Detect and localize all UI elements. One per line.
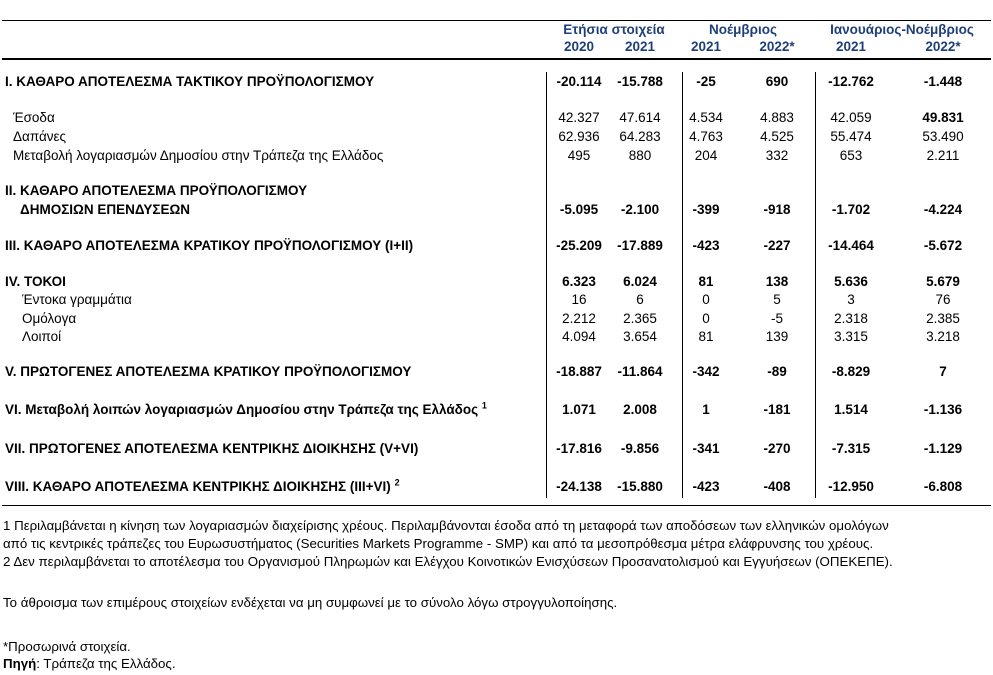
provisional-note: *Προσωρινά στοιχεία. [3, 639, 131, 654]
cell-value: -15.788 [617, 74, 663, 89]
source-text: : Τράπεζα της Ελλάδος. [36, 656, 176, 671]
row-label [5, 73, 374, 91]
cell-value: 55.474 [830, 129, 872, 144]
row-label-text: ΔΗΜΟΣΙΩΝ ΕΠΕΝΔΥΣΕΩΝ [20, 202, 191, 217]
cell-value: -6.808 [923, 479, 963, 494]
table-row [0, 201, 993, 219]
cell-value: -1.702 [831, 202, 871, 217]
table-row [0, 328, 993, 346]
cell-value: -2.100 [620, 202, 660, 217]
row-label-text: II. ΚΑΘΑΡΟ ΑΠΟΤΕΛΕΣΜΑ ΠΡΟΫΠΟΛΟΓΙΣΜΟΥ [5, 183, 308, 198]
row-label [13, 109, 55, 127]
cell-value: -342 [692, 364, 720, 379]
cell-value: -341 [692, 441, 720, 456]
footnote-1-line-2: από τις κεντρικές τράπεζες του Ευρωσυστήματος (Securities Markets Programme - SMP) και από τα μεσοπρόθεσμα μέτρα ελάφρυνσης του χρέους. [3, 536, 874, 551]
cell-value: 81 [698, 329, 714, 344]
cell-value: 2.365 [623, 311, 657, 326]
cell-value: 2.008 [623, 402, 657, 417]
cell-value: -24.138 [556, 479, 602, 494]
cell-value: 1.514 [834, 402, 868, 417]
cell-value: -11.864 [617, 364, 663, 379]
table-row [0, 73, 993, 91]
row-label [5, 182, 307, 200]
cell-value: -5.672 [923, 238, 963, 253]
row-label [22, 310, 76, 328]
cell-value: -918 [763, 202, 791, 217]
cell-value: -4.224 [923, 202, 963, 217]
table-row [0, 440, 993, 458]
cell-value: -25 [696, 74, 716, 89]
cell-value: 4.763 [689, 129, 723, 144]
cell-value: -227 [763, 238, 791, 253]
cell-value: -423 [692, 238, 720, 253]
row-label-text: VI. Μεταβολή λοιπών λογαριασμών Δημοσίου στην Τράπεζα της Ελλάδος [5, 402, 479, 417]
cell-value: 3.315 [834, 329, 868, 344]
cell-value: 47.614 [619, 110, 661, 125]
cell-value: 5 [773, 292, 781, 307]
cell-value: 42.327 [558, 110, 600, 125]
cell-value: 0 [702, 311, 710, 326]
row-label [5, 273, 66, 291]
cell-value: -5.095 [559, 202, 599, 217]
cell-value: -5 [770, 311, 783, 326]
cell-value: 64.283 [619, 129, 661, 144]
row-label-text: Έντοκα γραμμάτια [22, 292, 132, 307]
row-label-text: III. ΚΑΘΑΡΟ ΑΠΟΤΕΛΕΣΜΑ ΚΡΑΤΙΚΟΥ ΠΡΟΫΠΟΛΟΓΙΣΜΟΥ (I+II) [5, 238, 414, 253]
cell-value: 0 [702, 292, 710, 307]
row-label [20, 201, 190, 219]
row-label-text: Μεταβολή λογαριασμών Δημοσίου στην Τράπεζα της Ελλάδος [13, 148, 384, 163]
cell-value: 62.936 [558, 129, 600, 144]
cell-value: 495 [567, 148, 591, 163]
cell-value: 1.071 [562, 402, 596, 417]
footnote-1-line-1: 1 Περιλαμβάνεται η κίνηση των λογαριασμών διαχείρισης χρέους. Περιλαμβάνονται έσοδα από τη μεταφορά των αποδόσεων των ελληνικών ομολόγων [3, 518, 889, 533]
cell-value: -9.856 [620, 441, 660, 456]
table-row [0, 109, 993, 127]
cell-value: -1.448 [923, 74, 963, 89]
cell-value: 4.883 [760, 110, 794, 125]
row-label [13, 147, 383, 165]
cell-value: 4.094 [562, 329, 596, 344]
row-label [5, 401, 487, 419]
cell-value: 4.534 [689, 110, 723, 125]
cell-value: -8.829 [831, 364, 871, 379]
row-label [13, 128, 66, 146]
cell-value: -12.950 [828, 479, 874, 494]
cell-value: 3 [847, 292, 855, 307]
cell-value: -270 [763, 441, 791, 456]
header-group-november: Νοέμβριος [709, 22, 777, 37]
source-note [3, 655, 176, 673]
cell-value: 6.024 [623, 274, 657, 289]
header-col-1: 2020 [563, 39, 595, 54]
cell-value: 3.654 [623, 329, 657, 344]
cell-value: 53.490 [922, 129, 964, 144]
header-bottom-rule [2, 58, 991, 60]
header-col-6: 2022* [925, 39, 961, 54]
table-row [0, 291, 993, 309]
table-row [0, 147, 993, 165]
table-row [0, 273, 993, 291]
table-row [0, 310, 993, 328]
row-label-text: IV. ΤΟΚΟΙ [5, 274, 66, 289]
cell-value: 139 [765, 329, 789, 344]
table-top-rule [2, 20, 991, 21]
row-label [5, 478, 400, 496]
cell-value: -17.816 [556, 441, 602, 456]
row-label-text: VII. ΠΡΩΤΟΓΕΝΕΣ ΑΠΟΤΕΛΕΣΜΑ ΚΕΝΤΡΙΚΗΣ ΔΙΟΙΚΗΣΗΣ (V+VI) [5, 441, 419, 456]
cell-value: -15.880 [617, 479, 663, 494]
cell-value: -1.136 [923, 402, 963, 417]
row-label-text: Ομόλογα [22, 311, 77, 326]
cell-value: -18.887 [556, 364, 602, 379]
cell-value: 3.218 [926, 329, 960, 344]
cell-value: 76 [935, 292, 951, 307]
cell-value: 332 [765, 148, 789, 163]
row-label [5, 440, 418, 458]
cell-value: -1.129 [923, 441, 963, 456]
footnote-marker: 2 [394, 477, 400, 488]
cell-value: -423 [692, 479, 720, 494]
row-label-text: Δαπάνες [13, 129, 67, 144]
header-col-3: 2021 [690, 39, 722, 54]
cell-value: 204 [694, 148, 718, 163]
row-label [5, 363, 411, 381]
header-group-jan-nov: Ιανουάριος-Νοέμβριος [830, 22, 974, 37]
cell-value: 49.831 [922, 110, 964, 125]
table-row [0, 401, 993, 419]
header-col-5: 2021 [835, 39, 867, 54]
cell-value: 4.525 [760, 129, 794, 144]
table-row [0, 237, 993, 255]
footnote-marker: 1 [481, 400, 487, 411]
row-label-text: Έσοδα [13, 110, 55, 125]
cell-value: 138 [765, 274, 789, 289]
row-label-text: Λοιποί [22, 329, 62, 344]
row-label [5, 237, 413, 255]
cell-value: 5.636 [834, 274, 868, 289]
cell-value: 42.059 [830, 110, 872, 125]
cell-value: 2.211 [926, 148, 960, 163]
cell-value: 653 [839, 148, 863, 163]
cell-value: 6.323 [562, 274, 596, 289]
row-label [22, 291, 132, 309]
header-col-2: 2021 [624, 39, 656, 54]
header-group-annual: Ετήσια στοιχεία [563, 22, 665, 37]
cell-value: 7 [939, 364, 947, 379]
row-label-text: V. ΠΡΩΤΟΓΕΝΕΣ ΑΠΟΤΕΛΕΣΜΑ ΚΡΑΤΙΚΟΥ ΠΡΟΫΠΟΛΟΓΙΣΜΟΥ [5, 364, 412, 379]
cell-value: 5.679 [926, 274, 960, 289]
cell-value: 2.212 [562, 311, 596, 326]
table-row [0, 128, 993, 146]
cell-value: -14.464 [828, 238, 874, 253]
cell-value: -12.762 [828, 74, 874, 89]
row-label [22, 328, 61, 346]
cell-value: -17.889 [617, 238, 663, 253]
row-label-text: I. ΚΑΘΑΡΟ ΑΠΟΤΕΛΕΣΜΑ ΤΑΚΤΙΚΟΥ ΠΡΟΫΠΟΛΟΓΙΣΜΟΥ [5, 74, 375, 89]
cell-value: -25.209 [556, 238, 602, 253]
cell-value: 6 [636, 292, 644, 307]
cell-value: 1 [702, 402, 710, 417]
row-label-text: VIII. ΚΑΘΑΡΟ ΑΠΟΤΕΛΕΣΜΑ ΚΕΝΤΡΙΚΗΣ ΔΙΟΙΚΗΣΗΣ (III+VI) [5, 479, 391, 494]
table-row [0, 363, 993, 381]
cell-value: 81 [698, 274, 714, 289]
table-row [0, 182, 993, 200]
cell-value: -89 [767, 364, 787, 379]
cell-value: -7.315 [831, 441, 871, 456]
rounding-note: Το άθροισμα των επιμέρους στοιχείων ενδέχεται να μη συμφωνεί με το σύνολο λόγω στρογγυλοποίησης. [3, 595, 618, 610]
cell-value: -181 [763, 402, 791, 417]
source-label: Πηγή [3, 656, 37, 671]
cell-value: 16 [571, 292, 587, 307]
footnote-2: 2 Δεν περιλαμβάνεται το αποτέλεσμα του Οργανισμού Πληρωμών και Ελέγχου Κοινοτικών Ενισχύσεων Προσανατολισμού και Εγγυήσεων (ΟΠΕΚΕΠΕ). [3, 554, 893, 569]
cell-value: -399 [692, 202, 720, 217]
cell-value: 2.318 [834, 311, 868, 326]
table-bottom-rule [2, 505, 991, 506]
cell-value: -20.114 [556, 74, 602, 89]
cell-value: -408 [763, 479, 791, 494]
cell-value: 880 [628, 148, 652, 163]
table-row [0, 478, 993, 496]
cell-value: 2.385 [926, 311, 960, 326]
header-col-4: 2022* [759, 39, 795, 54]
cell-value: 690 [765, 74, 789, 89]
